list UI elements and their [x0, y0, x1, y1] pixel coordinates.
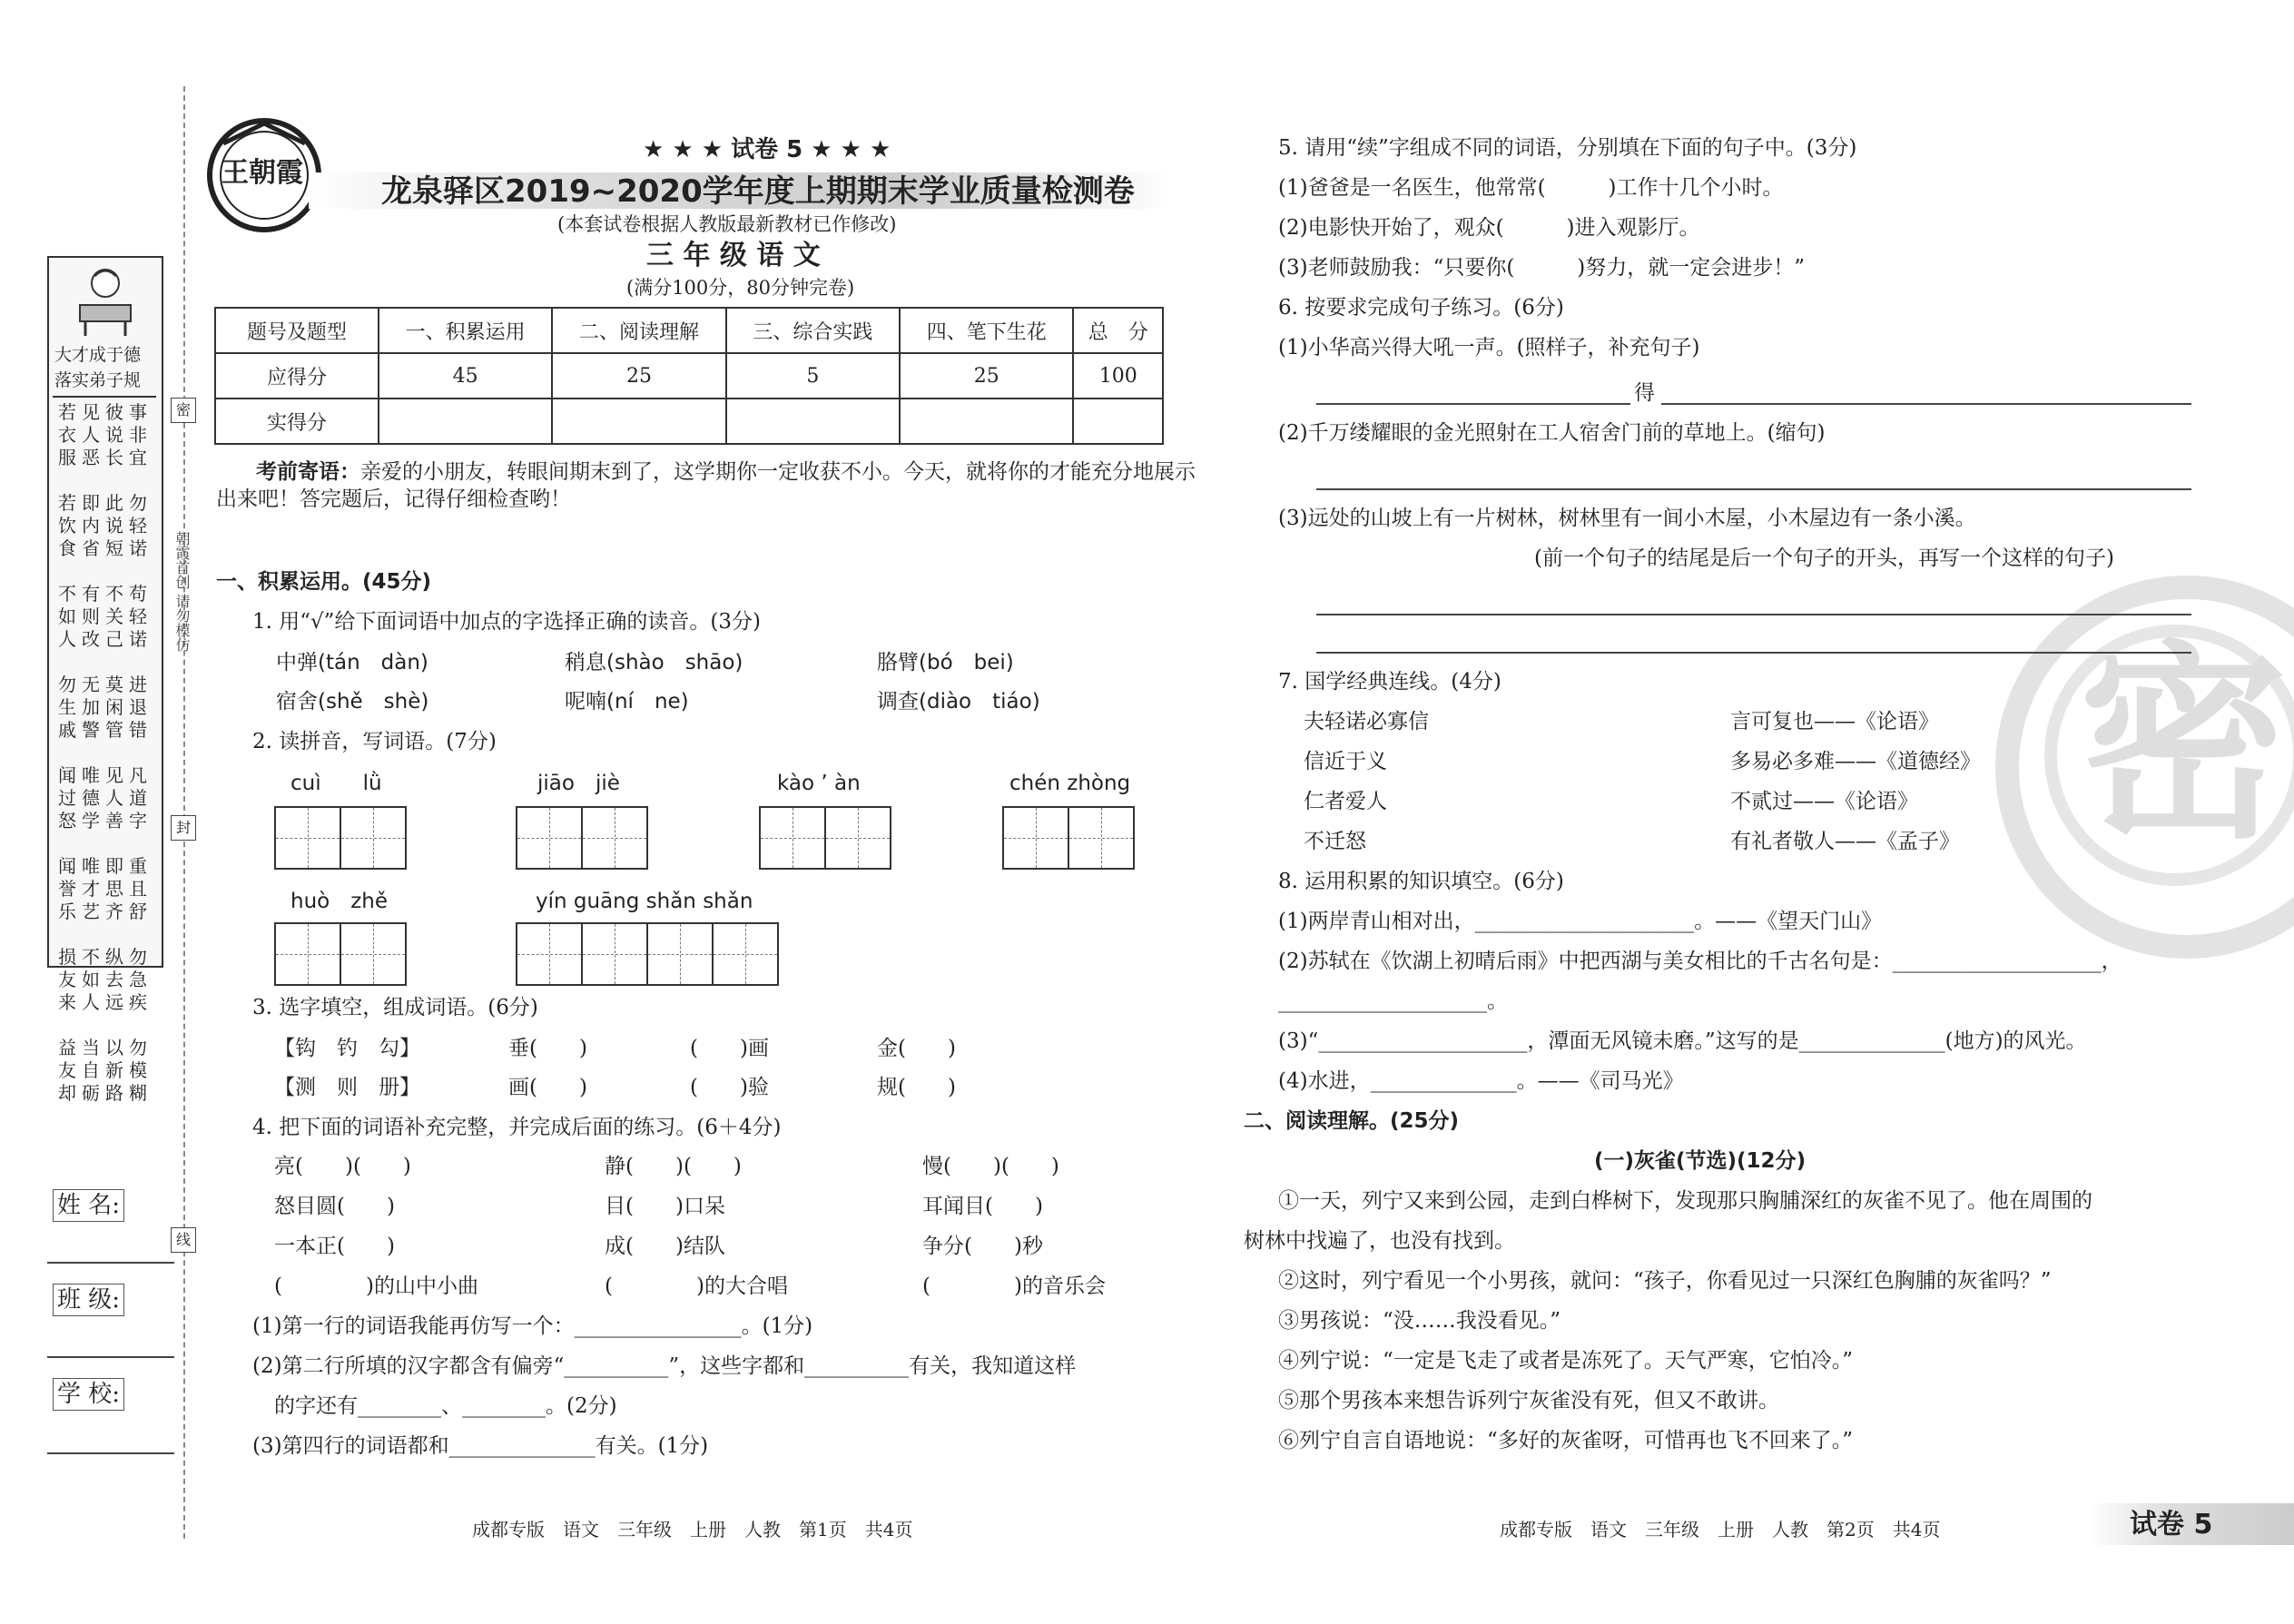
q5-item[interactable]: (2)电影快开始了，观众( )进入观影厅。: [1278, 216, 1700, 240]
passage-paragraph: ④列宁说：“一定是飞走了或者是冻死了。天气严寒，它怕冷。”: [1278, 1349, 1854, 1373]
exam-note: (本套试卷根据人教版最新教材已作修改): [557, 213, 897, 235]
q7-left-item[interactable]: 不迁怒: [1304, 830, 1366, 853]
score-cell: 应得分: [215, 353, 379, 399]
section-1-title: 一、积累运用。(45分): [216, 570, 432, 594]
score-input[interactable]: [1073, 399, 1163, 444]
q3-blank[interactable]: 垂( ): [508, 1037, 587, 1060]
q2-pinyin: cuì lǜ: [290, 772, 382, 795]
q8-item[interactable]: (2)苏轼在《饮湖上初晴后雨》中把西湖与美女相比的千古名句是：____________________，: [1278, 950, 2122, 973]
sidebar-motto-box: [47, 256, 163, 1104]
intro-line-2: 出来吧！答完题后，记得仔细检查哟！: [216, 487, 571, 511]
score-table: [214, 307, 1164, 445]
q8-item[interactable]: (3)“____________________，潭面无风镜未磨。”这写的是______________(地方)的风光。: [1278, 1029, 2087, 1053]
q2-pinyin: yín guāng shǎn shǎn: [536, 890, 753, 913]
q1-item[interactable]: 呢喃(ní ne): [565, 690, 689, 714]
corner-label: 试卷 5: [2130, 1509, 2213, 1540]
score-cell: 25: [552, 353, 725, 399]
writing-grid[interactable]: [516, 922, 779, 986]
class-label: 班 级:: [53, 1284, 124, 1316]
q4-sub2[interactable]: (2)第二行所填的汉字都含有偏旁“__________”，这些字都和__________有关，我知道这样: [252, 1354, 1077, 1378]
passage-paragraph: ⑤那个男孩本来想告诉列宁灰雀没有死，但又不敢讲。: [1278, 1389, 1779, 1412]
section-2-title: 二、阅读理解。(25分): [1244, 1109, 1460, 1133]
q6-item: (1)小华高兴得大吼一声。(照样子，补充句子): [1278, 336, 1700, 359]
passage-paragraph: ②这时，列宁看见一个小男孩，就问：“孩子，你看见过一只深红色胸脯的灰雀吗？”: [1278, 1269, 2052, 1293]
q1-item[interactable]: 调查(diào tiáo): [877, 690, 1040, 714]
q8-item[interactable]: ____________________。: [1278, 989, 1508, 1013]
passage-paragraph: ⑥列宁自言自语地说：“多好的灰雀呀，可惜再也飞不回来了。”: [1278, 1429, 1854, 1452]
score-header: 二、阅读理解: [552, 308, 725, 353]
q4-item[interactable]: ( )的大合唱: [605, 1275, 788, 1298]
q8-item[interactable]: (4)水进，______________。——《司马光》: [1278, 1069, 1684, 1093]
score-header: 总 分: [1073, 308, 1163, 353]
disciple-rules-text: 若见彼事 衣人说非 服恶长宜 若即此勿 饮内说轻 食省短诺 不有不苟 如则关轻 人改己诺 勿无莫进 生加闲退 戚警管错 闻唯见凡 过德人道 怒学善字 闻唯即重 誉才思且 乐艺齐舒 损不纵勿 友如去急 来人远疾 益当以勿 友自新模 却砺路糊: [58, 401, 153, 1104]
q3-title: 3. 选字填空，组成词语。(6分): [252, 996, 538, 1019]
q4-item[interactable]: 一本正( ): [274, 1235, 395, 1258]
score-cell: 25: [900, 353, 1073, 399]
binding-line: [183, 86, 185, 1539]
q2-pinyin: kào ’ àn: [777, 772, 861, 795]
boy-figure-icon: [74, 265, 136, 338]
vertical-note: 朝霞首创 请勿模仿: [173, 531, 191, 653]
passage-title: (一)灰雀(节选)(12分): [1594, 1149, 1807, 1173]
q2-pinyin: huò zhě: [290, 890, 389, 913]
score-header: 一、积累运用: [379, 308, 552, 353]
q8-title: 8. 运用积累的知识填空。(6分): [1278, 870, 1564, 893]
exam-subject: 三 年 级 语 文: [646, 240, 821, 271]
q4-item[interactable]: 争分( )秒: [922, 1235, 1043, 1258]
q4-item[interactable]: 慢( )( ): [922, 1155, 1059, 1178]
answer-line[interactable]: [1661, 403, 2191, 405]
passage-paragraph: ③男孩说：“没……我没看见。”: [1278, 1309, 1561, 1333]
q4-item[interactable]: 耳闻目( ): [922, 1195, 1043, 1218]
q6-item: (2)千万缕耀眼的金光照射在工人宿舍门前的草地上。(缩句): [1278, 421, 1826, 445]
writing-grid[interactable]: [1002, 806, 1135, 870]
score-cell: 5: [726, 353, 900, 399]
seal-mark: [1995, 576, 2294, 959]
q4-title: 4. 把下面的词语补充完整，并完成后面的练习。(6＋4分): [252, 1116, 782, 1139]
q4-item[interactable]: 静( )( ): [605, 1155, 742, 1178]
q1-item[interactable]: 中弹(tán dàn): [276, 651, 428, 674]
score-input[interactable]: [726, 399, 900, 444]
school-field[interactable]: [47, 1452, 174, 1454]
q2-pinyin: jiāo jiè: [537, 772, 620, 795]
exam-score-note: (满分100分，80分钟完卷): [626, 277, 855, 299]
answer-line[interactable]: [1316, 652, 2191, 654]
school-label: 学 校:: [53, 1378, 124, 1411]
q3-blank[interactable]: 金( ): [877, 1037, 956, 1060]
answer-line[interactable]: [1316, 614, 2191, 615]
q3-chars: 【钩 钓 勾】: [274, 1037, 420, 1060]
series-label: ★ ★ ★ 试卷 5 ★ ★ ★: [643, 136, 891, 163]
q7-title: 7. 国学经典连线。(4分): [1278, 670, 1501, 694]
motto-line-2: 落实弟子规: [54, 370, 142, 390]
q4-item[interactable]: 成( )结队: [605, 1235, 725, 1258]
q7-right-item[interactable]: 有礼者敬人——《孟子》: [1730, 830, 1960, 853]
passage-paragraph: ①一天，列宁又来到公园，走到白桦树下，发现那只胸脯深红的灰雀不见了。他在周围的: [1278, 1189, 2092, 1213]
q4-item[interactable]: ( )的音乐会: [922, 1275, 1106, 1298]
class-field[interactable]: [47, 1356, 174, 1358]
q7-right-item[interactable]: 不贰过——《论语》: [1730, 790, 1918, 813]
q6-item: (3)远处的山坡上有一片树林，树林里有一间小木屋，小木屋边有一条小溪。: [1278, 507, 1976, 530]
mark-xian: 线: [171, 1227, 196, 1253]
q5-title: 5. 请用“续”字组成不同的词语，分别填在下面的句子中。(3分): [1278, 136, 1857, 160]
q4-item[interactable]: 亮( )( ): [274, 1155, 411, 1178]
score-cell: 实得分: [215, 399, 379, 444]
publisher-logo: [205, 116, 323, 234]
q4-sub2-cont[interactable]: 的字还有________、________。(2分): [274, 1394, 617, 1418]
score-input[interactable]: [552, 399, 725, 444]
q2-title: 2. 读拼音，写词语。(7分): [252, 730, 497, 753]
intro-label: 考前寄语：: [256, 459, 360, 484]
q1-item[interactable]: 稍息(shào shāo): [565, 651, 743, 674]
writing-grid[interactable]: [274, 806, 407, 870]
name-field[interactable]: [47, 1262, 174, 1264]
q8-item[interactable]: (1)两岸青山相对出，_____________________。——《望天门山》: [1278, 910, 1883, 933]
q4-item[interactable]: 怒目圆( ): [274, 1195, 395, 1218]
score-cell: 100: [1073, 353, 1163, 399]
mark-mi: 密: [171, 398, 196, 423]
writing-grid[interactable]: [759, 806, 891, 870]
q4-sub1[interactable]: (1)第一行的词语我能再仿写一个：________________。(1分): [252, 1314, 813, 1338]
q3-blank[interactable]: ( )画: [690, 1037, 769, 1060]
q3-blank[interactable]: ( )验: [690, 1076, 769, 1099]
q1-title: 1. 用“√”给下面词语中加点的字选择正确的读音。(3分): [252, 610, 762, 634]
writing-grid[interactable]: [274, 922, 407, 986]
q1-item[interactable]: 胳臂(bó bei): [877, 651, 1014, 674]
q3-chars: 【测 则 册】: [274, 1076, 420, 1099]
score-input[interactable]: [900, 399, 1073, 444]
name-label: 姓 名:: [53, 1189, 124, 1222]
score-input[interactable]: [379, 399, 552, 444]
q7-right-item[interactable]: 多易必多难——《道德经》: [1730, 750, 1981, 773]
writing-grid[interactable]: [516, 806, 648, 870]
page-footer: 成都专版 语文 三年级 上册 人教 第1页 共4页: [472, 1519, 913, 1540]
q4-item[interactable]: ( )的山中小曲: [274, 1275, 478, 1298]
q7-left-item[interactable]: 仁者爱人: [1304, 790, 1387, 813]
exam-title: 龙泉驿区2019~2020学年度上期期末学业质量检测卷: [381, 173, 1135, 210]
motto-line-1: 大才成于德: [54, 345, 142, 365]
seal-char: 密: [2079, 622, 2289, 867]
q7-right-item[interactable]: 言可复也——《论语》: [1730, 710, 1939, 733]
mark-feng: 封: [171, 815, 196, 841]
score-header: 题号及题型: [215, 308, 379, 353]
answer-line[interactable]: [1316, 403, 1630, 405]
q5-item[interactable]: (1)爸爸是一名医生，他常常( )工作十几个小时。: [1278, 176, 1784, 200]
q7-left-item[interactable]: 信近于义: [1304, 750, 1387, 773]
q4-item[interactable]: 目( )口呆: [605, 1195, 725, 1218]
q7-left-item[interactable]: 夫轻诺必寡信: [1304, 710, 1429, 733]
q5-item[interactable]: (3)老师鼓励我：“只要你( )努力，就一定会进步！”: [1278, 256, 1806, 280]
q2-pinyin: chén zhòng: [1009, 772, 1131, 795]
q6-title: 6. 按要求完成句子练习。(6分): [1278, 296, 1564, 320]
q6-hint: (前一个句子的结尾是后一个句子的开头，再写一个这样的句子): [1534, 546, 2114, 570]
q3-blank[interactable]: 画( ): [508, 1076, 587, 1099]
answer-line[interactable]: [1316, 488, 2191, 490]
score-header: 四、笔下生花: [900, 308, 1073, 353]
q6-de: 得: [1634, 381, 1655, 405]
logo-text: 王朝霞: [222, 157, 303, 189]
q3-blank[interactable]: 规( ): [877, 1076, 956, 1099]
score-header: 三、综合实践: [726, 308, 900, 353]
intro-text: 亲爱的小朋友，转眼间期末到了，这学期你一定收获不小。今天，就将你的才能充分地展示: [360, 460, 1196, 484]
page-footer: 成都专版 语文 三年级 上册 人教 第2页 共4页: [1500, 1519, 1941, 1540]
q4-sub3[interactable]: (3)第四行的词语都和______________有关。(1分): [252, 1434, 709, 1458]
q1-item[interactable]: 宿舍(shě shè): [276, 690, 429, 714]
intro-line-1: [256, 458, 1196, 486]
score-cell: 45: [379, 353, 552, 399]
passage-paragraph: 树林中找遍了，也没有找到。: [1244, 1229, 1515, 1253]
